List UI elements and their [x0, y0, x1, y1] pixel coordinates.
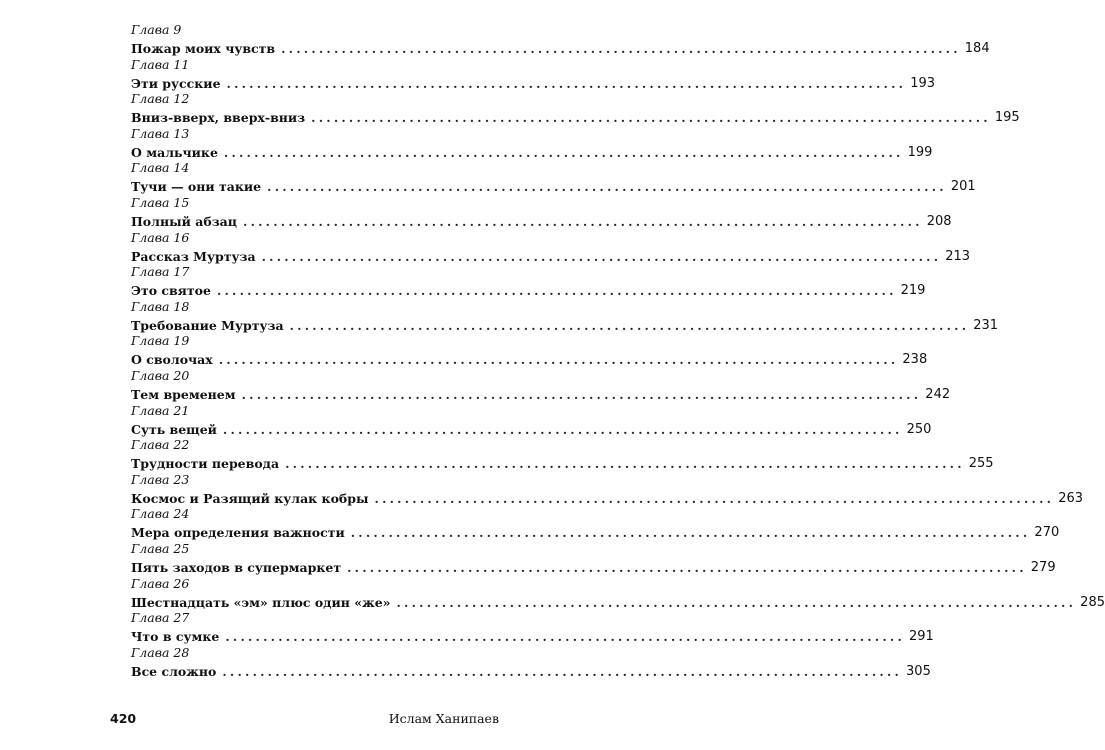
- chapter-title: Требование Муртуза: [131, 317, 284, 333]
- toc-line: [131, 316, 999, 334]
- toc-entry: [131, 125, 933, 161]
- toc-line: [131, 385, 951, 403]
- chapter-title: О сволочах: [131, 352, 213, 368]
- chapter-label: Глава 28: [131, 644, 190, 660]
- toc-line: [131, 247, 971, 265]
- chapter-title: Тучи — они такие: [131, 179, 262, 195]
- toc-line: [131, 143, 933, 161]
- dot-leader: ..........................................................................................: [374, 490, 1055, 506]
- chapter-label: Глава 18: [131, 298, 190, 314]
- dot-leader: ..........................................................................................: [218, 352, 899, 368]
- dot-leader: ..........................................................................................: [347, 559, 1027, 575]
- page-number: 279: [1030, 559, 1056, 575]
- page-number: 291: [909, 629, 934, 645]
- chapter-title: Рассказ Муртуза: [131, 248, 256, 264]
- toc-line: [131, 454, 994, 472]
- page-number: 242: [925, 386, 951, 402]
- dot-leader: ..........................................................................................: [350, 525, 1031, 541]
- page-number: 255: [968, 456, 994, 472]
- chapter-label: Глава 27: [131, 610, 190, 626]
- dot-leader: ..........................................................................................: [243, 213, 923, 229]
- chapter-title: Что в сумке: [131, 629, 220, 645]
- chapter-label: Глава 12: [131, 91, 190, 107]
- toc-line: [131, 593, 1105, 611]
- dot-leader: ..........................................................................................: [222, 421, 903, 437]
- toc-line: [131, 281, 926, 299]
- dot-leader: ..........................................................................................: [281, 41, 961, 56]
- chapter-label: Глава 16: [131, 229, 190, 245]
- page-number: 238: [902, 352, 928, 368]
- footer-page-number: 420: [110, 711, 137, 726]
- page-number: 195: [994, 110, 1020, 126]
- page-number: 285: [1080, 594, 1105, 610]
- toc-entry: [131, 264, 926, 299]
- chapter-title: Космос и Разящий кулак кобры: [131, 490, 369, 506]
- chapter-label: Глава 13: [131, 125, 190, 141]
- chapter-title: Трудности перевода: [131, 456, 280, 472]
- page-number: 219: [900, 283, 926, 299]
- toc-entry: [131, 506, 1060, 541]
- toc-line: [131, 662, 931, 680]
- toc-line: [131, 420, 932, 438]
- toc-entry: [131, 229, 971, 265]
- toc-line: [131, 74, 936, 92]
- toc-line: [131, 489, 1084, 507]
- footer-author: Ислам Ханипаев: [388, 711, 499, 726]
- chapter-title: О мальчике: [131, 144, 218, 160]
- chapter-title: Шестнадцать «эм» плюс один «же»: [131, 594, 391, 610]
- dot-leader: ..........................................................................................: [225, 629, 906, 645]
- dot-leader: ..........................................................................................: [289, 317, 970, 333]
- toc-entry: [131, 367, 951, 403]
- page-number: 250: [906, 421, 932, 437]
- chapter-label: Глава 15: [131, 194, 190, 210]
- chapter-label: Глава 11: [131, 56, 190, 72]
- dot-leader: ..........................................................................................: [261, 248, 942, 264]
- chapter-title: Все сложно: [131, 663, 217, 679]
- dot-leader: ..........................................................................................: [223, 144, 904, 160]
- chapter-label: Глава 26: [131, 575, 190, 591]
- toc-line: [131, 558, 1056, 576]
- chapter-title: Вниз-вверх, вверх-вниз: [131, 110, 306, 126]
- page-number: 184: [964, 41, 990, 56]
- page-number: 270: [1034, 525, 1060, 541]
- page-number: 193: [910, 75, 936, 91]
- dot-leader: ..........................................................................................: [216, 283, 897, 299]
- toc-entry: [131, 56, 936, 92]
- chapter-label: Глава 14: [131, 160, 190, 176]
- chapter-label: Глава 19: [131, 333, 190, 349]
- dot-leader: ..........................................................................................: [396, 594, 1077, 610]
- page-number: 231: [973, 317, 999, 333]
- toc-line: [131, 212, 952, 230]
- toc-entry: [131, 402, 932, 438]
- toc-entry: [131, 437, 994, 472]
- chapter-title: Пожар моих чувств: [131, 41, 276, 56]
- chapter-title: Это святое: [131, 283, 211, 299]
- toc-line: [131, 108, 1020, 126]
- page-number: 201: [950, 179, 976, 195]
- chapter-label: Глава 25: [131, 540, 190, 556]
- toc-line: [131, 350, 928, 368]
- chapter-title: Полный абзац: [131, 213, 238, 229]
- chapter-label: Глава 22: [131, 437, 190, 453]
- chapter-label: Глава 21: [131, 402, 190, 418]
- toc-line: [131, 523, 1060, 541]
- dot-leader: ..........................................................................................: [226, 75, 907, 91]
- toc-entry: [131, 610, 934, 645]
- chapter-label: Глава 20: [131, 367, 190, 383]
- table-of-contents: [131, 22, 1105, 679]
- page-number: 305: [906, 663, 931, 679]
- dot-leader: ..........................................................................................: [285, 456, 965, 472]
- page-footer: [110, 711, 499, 729]
- chapter-label: Глава 23: [131, 471, 190, 487]
- page-number: 263: [1058, 490, 1084, 506]
- page-number: 208: [926, 213, 952, 229]
- chapter-title: Мера определения важности: [131, 525, 345, 541]
- page-number: 199: [907, 144, 933, 160]
- toc-line: [131, 627, 934, 645]
- dot-leader: ..........................................................................................: [267, 179, 947, 195]
- toc-line: [131, 39, 990, 57]
- toc-entry: [131, 644, 931, 680]
- toc-entry: [131, 194, 952, 230]
- toc-line: [131, 177, 976, 195]
- chapter-label: Глава 9: [131, 22, 182, 37]
- toc-entry: [131, 298, 999, 334]
- toc-entry: [131, 471, 1084, 507]
- toc-entry: [131, 22, 990, 57]
- toc-entry: [131, 540, 1056, 576]
- page-number: 213: [945, 248, 971, 264]
- toc-entry: [131, 575, 1105, 611]
- dot-leader: ..........................................................................................: [311, 110, 991, 126]
- toc-entry: [131, 160, 976, 195]
- chapter-label: Глава 17: [131, 264, 190, 280]
- dot-leader: ..........................................................................................: [222, 663, 903, 679]
- toc-entry: [131, 333, 928, 368]
- chapter-title: Суть вещей: [131, 421, 217, 437]
- chapter-title: Тем временем: [131, 386, 236, 402]
- dot-leader: ..........................................................................................: [241, 386, 922, 402]
- chapter-title: Пять заходов в супермаркет: [131, 559, 342, 575]
- chapter-label: Глава 24: [131, 506, 190, 522]
- toc-entry: [131, 91, 1020, 126]
- chapter-title: Эти русские: [131, 75, 221, 91]
